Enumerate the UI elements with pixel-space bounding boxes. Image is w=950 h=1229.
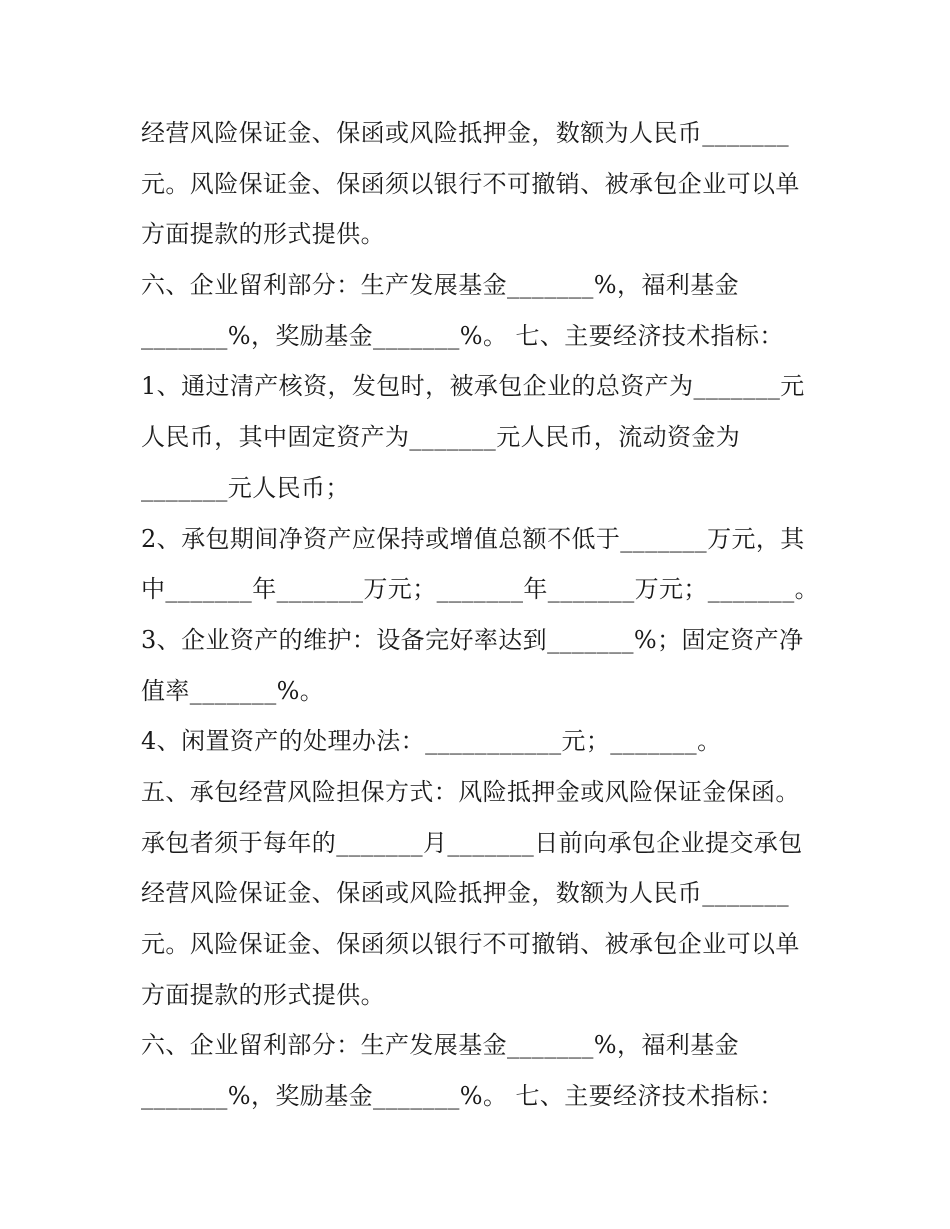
text-line: 中_______年_______万元；_______年_______万元；_______。 <box>141 575 819 604</box>
text-line: 六、企业留利部分：生产发展基金_______%，福利基金 <box>141 1031 740 1060</box>
text-line: 1、通过清产核资，发包时，被承包企业的总资产为_______元 <box>141 372 805 401</box>
text-line: 3、企业资产的维护：设备完好率达到_______%；固定资产净 <box>141 625 804 654</box>
text-line: 元。风险保证金、保函须以银行不可撤销、被承包企业可以单 <box>141 930 800 958</box>
text-line: 值率_______%。 <box>141 676 325 705</box>
text-line: 经营风险保证金、保函或风险抵押金，数额为人民币_______ <box>141 879 789 908</box>
text-line: _______元人民币； <box>141 473 350 502</box>
document-body <box>141 108 821 1122</box>
text-line: 方面提款的形式提供。 <box>141 220 385 249</box>
text-line: 经营风险保证金、保函或风险抵押金，数额为人民币_______ <box>141 119 789 147</box>
text-line: 承包者须于每年的_______月_______日前向承包企业提交承包 <box>141 828 803 857</box>
text-line: 方面提款的形式提供。 <box>141 980 385 1009</box>
text-line: 人民币，其中固定资产为_______元人民币，流动资金为 <box>141 423 741 452</box>
text-line: _______%，奖励基金_______%。 七、主要经济技术指标： <box>141 1082 784 1111</box>
text-line: 2、承包期间净资产应保持或增值总额不低于_______万元，其 <box>141 524 805 553</box>
text-line: 六、企业留利部分：生产发展基金_______%，福利基金 <box>141 271 740 300</box>
text-line: 4、闲置资产的处理办法：___________元；_______。 <box>141 727 722 756</box>
text-line: 元。风险保证金、保函须以银行不可撤销、被承包企业可以单 <box>141 169 800 198</box>
text-line: _______%，奖励基金_______%。 七、主要经济技术指标： <box>141 321 784 350</box>
text-line: 五、承包经营风险担保方式：风险抵押金或风险保证金保函。 <box>141 777 800 806</box>
